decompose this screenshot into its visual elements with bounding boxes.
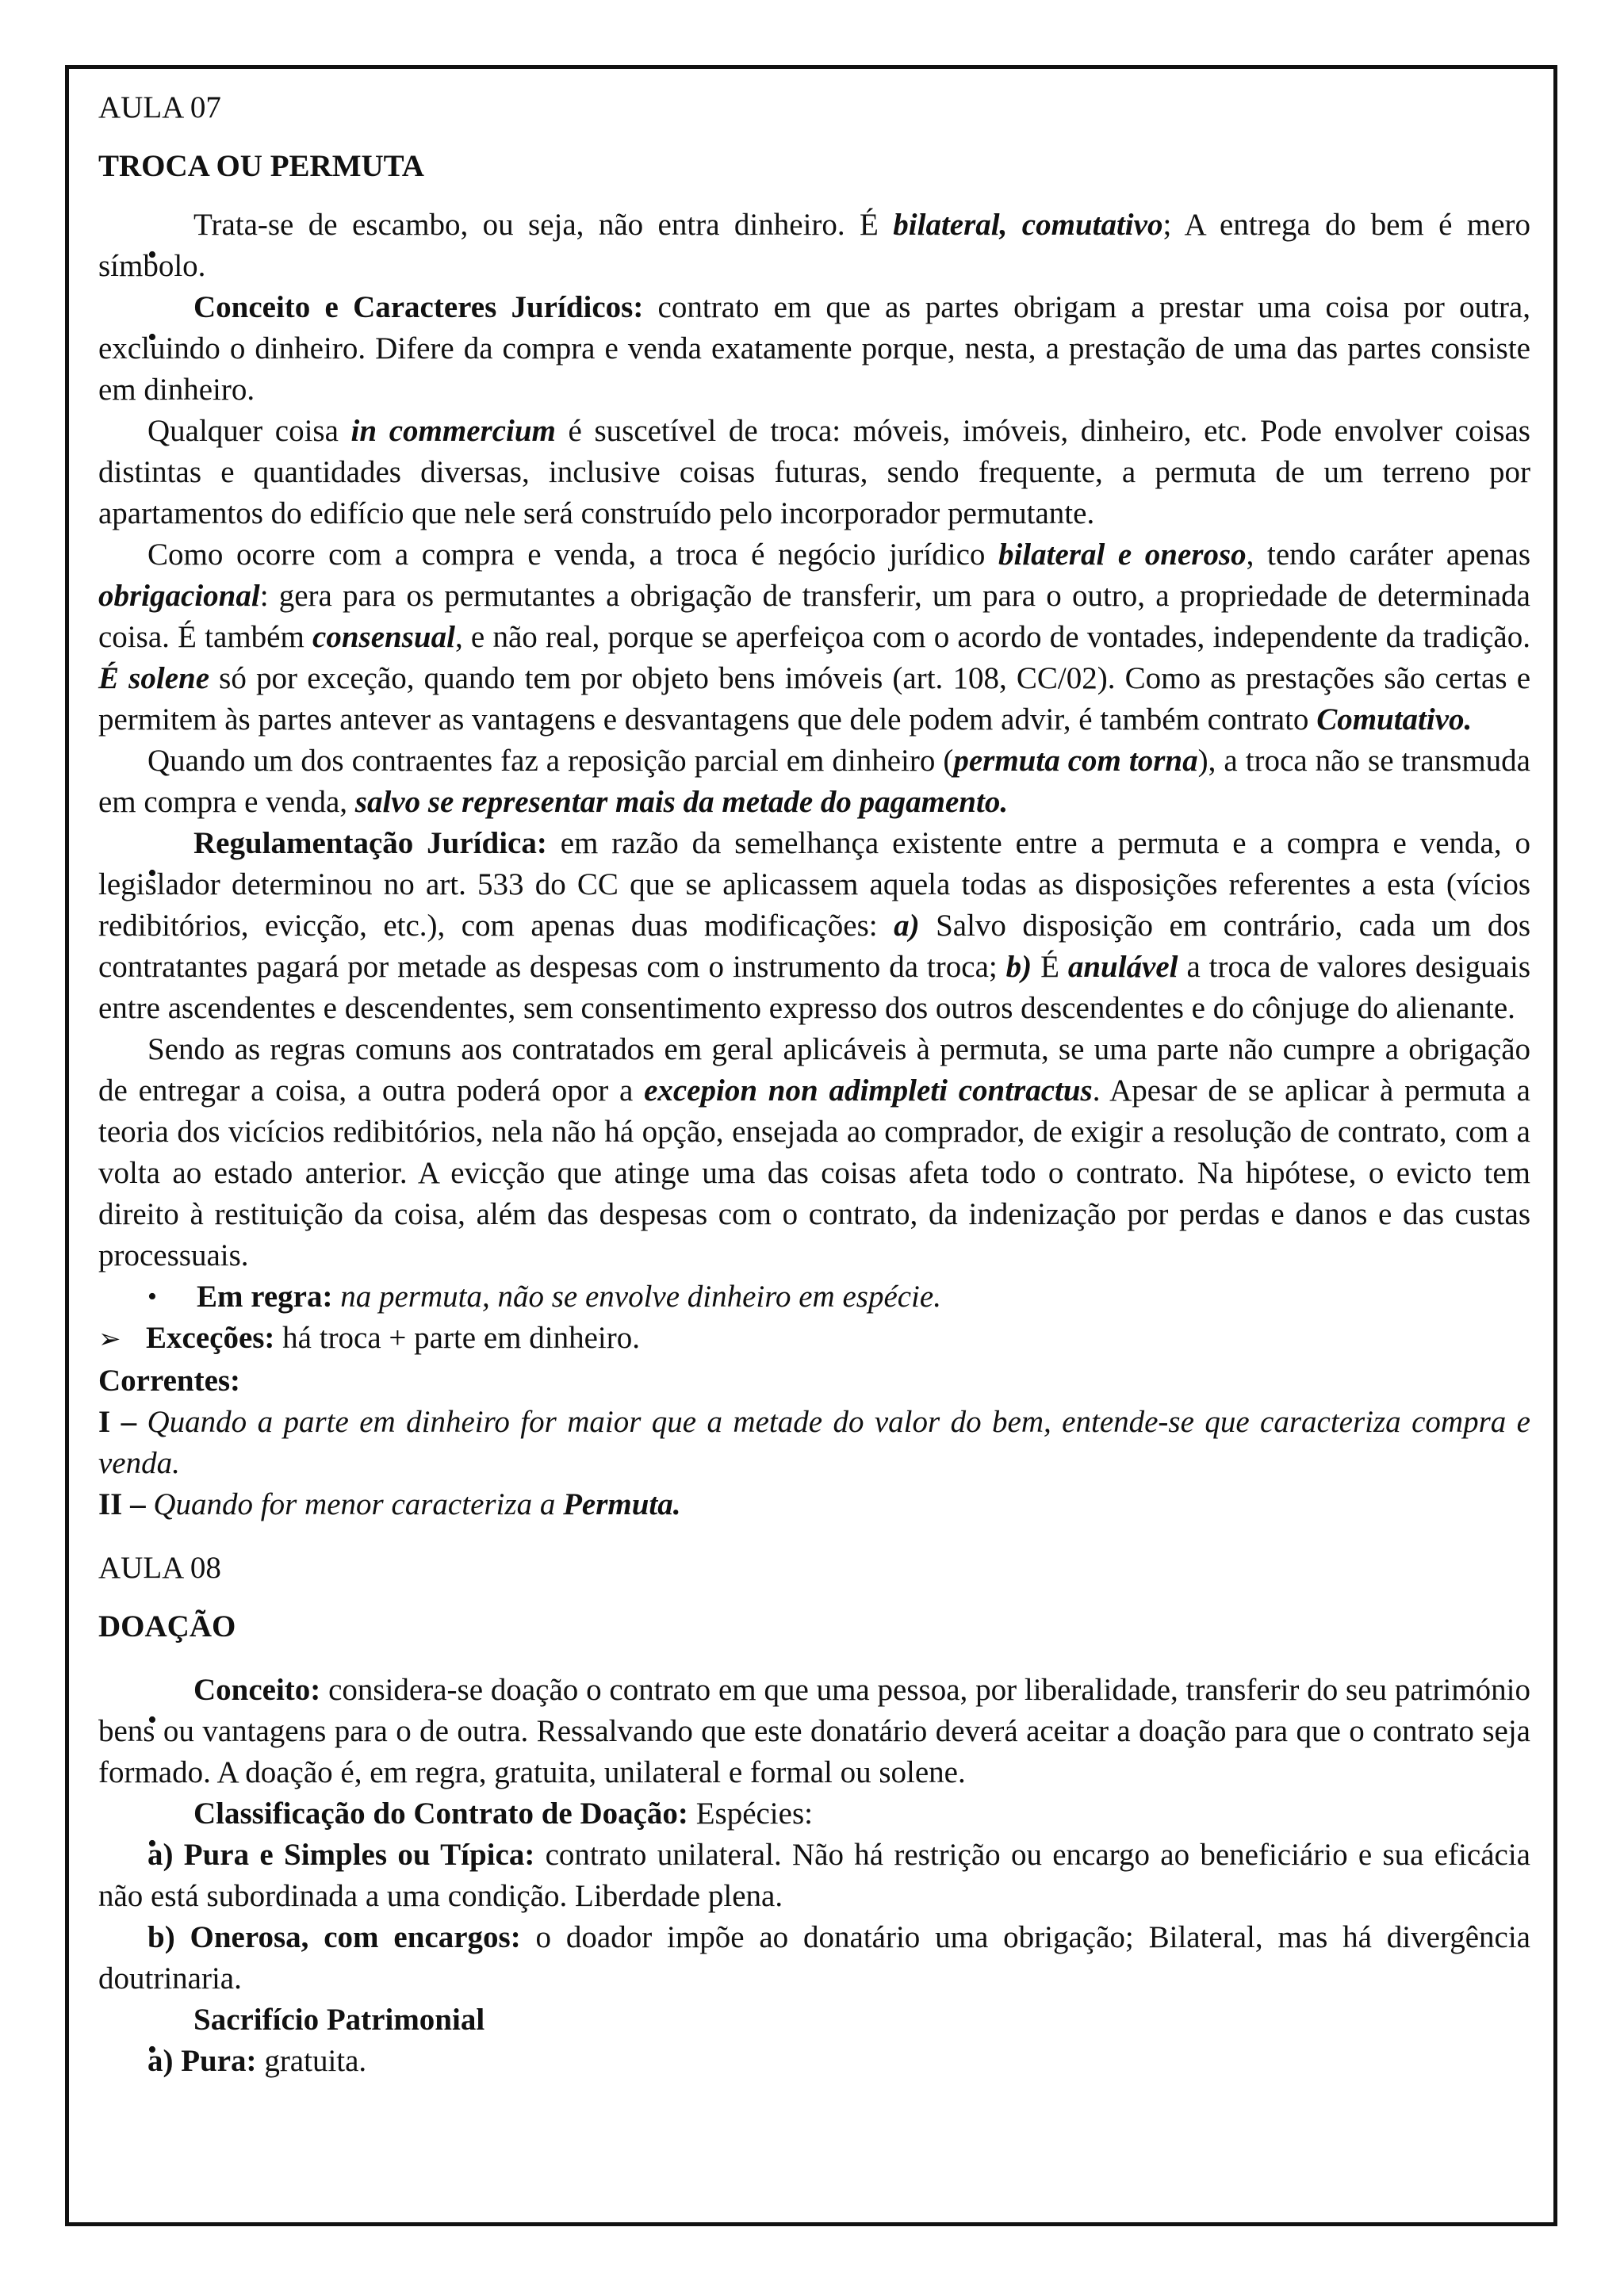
item-onerosa: b) Onerosa, com encargos: o doador impõe ao donatário uma obrigação; Bilateral, mas há divergência doutrinaria. <box>98 1920 1530 1996</box>
document-body <box>98 87 1530 2082</box>
bullet-classificacao: Classificação do Contrato de Doação: Espécies: <box>193 1797 813 1831</box>
correntes-label: Correntes: <box>98 1364 241 1398</box>
section-title-troca: TROCA OU PERMUTA <box>98 149 424 183</box>
arrow-right-icon: ➢ <box>98 1325 121 1354</box>
bullet-regulamentacao: Regulamentação Jurídica: em razão da semelhança existente entre a permuta e a compra e venda, o legislador determinou no art. 533 do CC que se aplicassem aquela todas as disposições referentes a esta (vícios redibitórios, evicção, etc.), com apenas duas modificações: a) Salvo disposição em contrário, cada um dos contratantes pagará por metade as despesas com o instrumento da troca; b) É anulável a troca de valores desiguais entre ascendentes e descendentes, sem consentimento expresso dos outros descendentes e do cônjuge do alienante. <box>98 826 1530 1025</box>
bullet-conceito-caracteres: Conceito e Caracteres Jurídicos: contrato em que as partes obrigam a prestar uma coisa por outra, excluindo o dinheiro. Difere da compra e venda exatamente porque, nesta, a prestação de uma das partes consiste em dinheiro. <box>98 290 1530 407</box>
arrow-item-excecoes: ➢ Exceções: há troca + parte em dinheiro. <box>98 1318 1530 1360</box>
lesson-label-08: AULA 08 <box>98 1551 221 1585</box>
corrente-i: I – Quando a parte em dinheiro for maior que a metade do valor do bem, entende-se que caracteriza compra e venda. <box>98 1405 1530 1480</box>
bullet-escambo: Trata-se de escambo, ou seja, não entra dinheiro. É bilateral, comutativo; A entrega do bem é mero símbolo. <box>98 208 1530 283</box>
bullet-em-regra: • Em regra: na permuta, não se envolve dinheiro em espécie. <box>98 1276 1530 1318</box>
bullet-sacrificio: Sacrifício Patrimonial <box>193 2003 485 2037</box>
bullet-conceito-doacao: Conceito: considera-se doação o contrato em que uma pessoa, por liberalidade, transferir do seu património bens ou vantagens para o de outra. Ressalvando que este donatário deverá aceitar a doação para que o contrato seja formado. A doação é, em regra, gratuita, unilateral e formal ou solene. <box>98 1673 1530 1789</box>
corrente-ii: II – Quando for menor caracteriza a Permuta. <box>98 1487 681 1521</box>
item-pura: a) Pura: gratuita. <box>147 2044 367 2078</box>
paragraph-bilateral-oneroso: Como ocorre com a compra e venda, a troca é negócio jurídico bilateral e oneroso, tendo caráter apenas obrigacional: gera para os permutantes a obrigação de transferir, um para o outro, a propriedade de determinada coisa. É também consensual, e não real, porque se aperfeiçoa com o acordo de vontades, independente da tradição. É solene só por exceção, quando tem por objeto bens imóveis (art. 108, CC/02). Como as prestações são certas e permitem às partes antever as vantagens e desvantagens que dele podem advir, é também contrato Comutativo. <box>98 538 1530 737</box>
paragraph-permuta-com-torna: Quando um dos contraentes faz a reposição parcial em dinheiro (permuta com torna), a troca não se transmuda em compra e venda, salvo se representar mais da metade do pagamento. <box>98 744 1530 819</box>
paragraph-excepion: Sendo as regras comuns aos contratados em geral aplicáveis à permuta, se uma parte não cumpre a obrigação de entregar a coisa, a outra poderá opor a excepion non adimpleti contractus. Apesar de se aplicar à permuta a teoria dos vicícios redibitórios, nela não há opção, ensejada ao comprador, de exigir a resolução de contrato, com a volta ao estado anterior. A evicção que atinge uma das coisas afeta todo o contrato. Na hipótese, o evicto tem direito à restituição da coisa, além das despesas com o contrato, da indenização por perdas e danos e das custas processuais. <box>98 1032 1530 1272</box>
lesson-label-07: AULA 07 <box>98 90 221 124</box>
bullet-icon: • <box>147 1282 157 1311</box>
section-title-doacao: DOAÇÃO <box>98 1609 236 1644</box>
item-pura-simples: a) Pura e Simples ou Típica: contrato unilateral. Não há restrição ou encargo ao beneficiário e sua eficácia não está subordinada a uma condição. Liberdade plena. <box>98 1838 1530 1913</box>
paragraph-in-commercium: Qualquer coisa in commercium é suscetível de troca: móveis, imóveis, dinheiro, etc. Pode envolver coisas distintas e quantidades diversas, inclusive coisas futuras, sendo frequente, a permuta de um terreno por apartamentos do edifício que nele será construído pelo incorporador permutante. <box>98 414 1530 530</box>
